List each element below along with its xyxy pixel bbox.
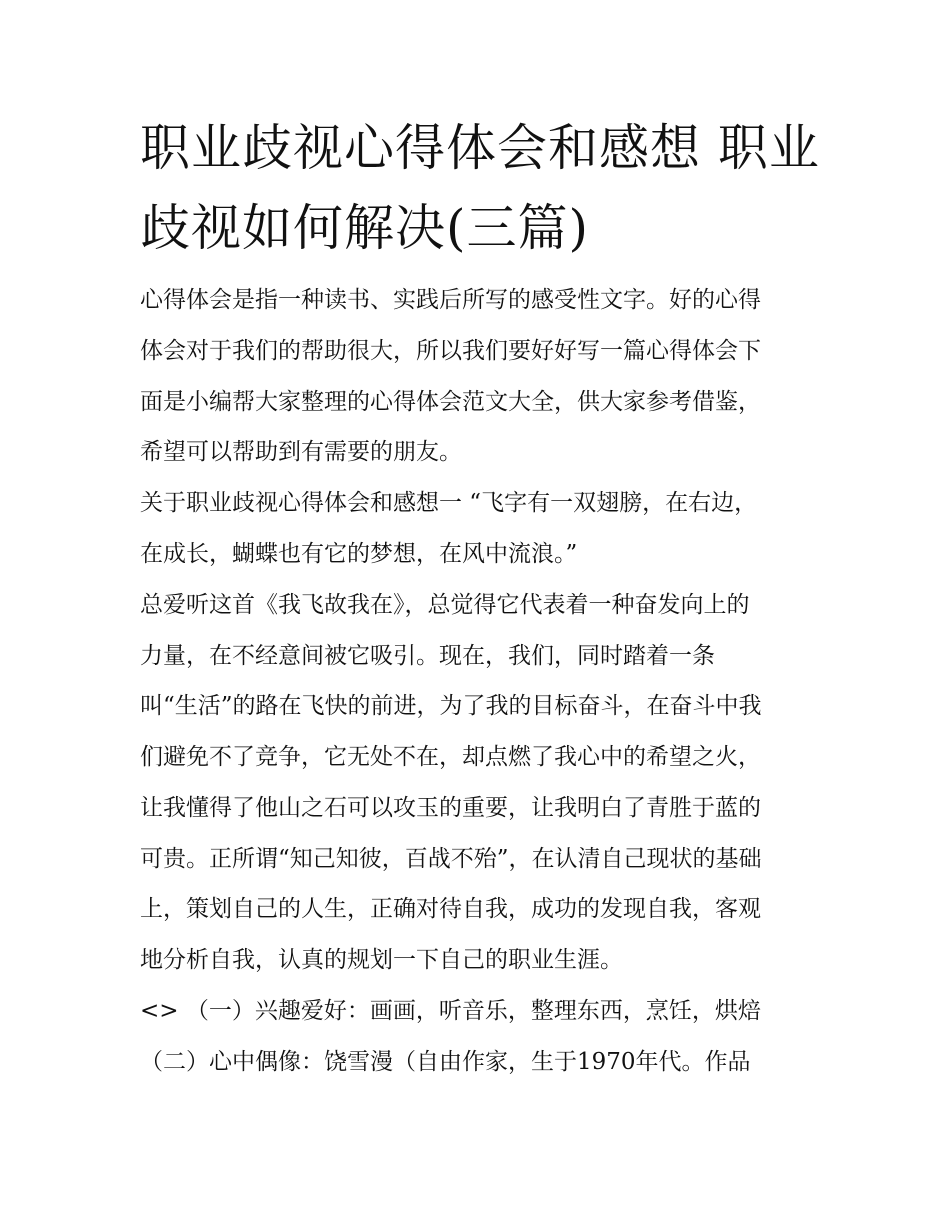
body-line-16: （二）心中偶像：饶雪漫（自由作家，生于1970年代。作品: [140, 1049, 751, 1075]
body-line-1: 心得体会是指一种读书、实践后所写的感受性文字。好的心得: [140, 287, 761, 313]
body-line-6: 在成长，蝴蝶也有它的梦想，在风中流浪。”: [140, 541, 578, 567]
body-line-15: <> （一）兴趣爱好：画画，听音乐，整理东西，烹饪，烘焙: [140, 998, 761, 1024]
body-line-7: 总爱听这首《我飞故我在》，总觉得它代表着一种奋发向上的: [140, 592, 750, 618]
body-line-13: 上，策划自己的人生，正确对待自我，成功的发现自我，客观: [140, 896, 761, 922]
document-title-line-2: 歧视如何解决(三篇): [140, 199, 590, 257]
body-line-11: 让我懂得了他山之石可以攻玉的重要，让我明白了青胜于蓝的: [140, 795, 761, 821]
body-line-2: 体会对于我们的帮助很大，所以我们要好好写一篇心得体会下: [140, 338, 761, 364]
body-line-3: 面是小编帮大家整理的心得体会范文大全，供大家参考借鉴，: [140, 389, 761, 415]
body-line-12: 可贵。正所谓“知己知彼，百战不殆”，在认清自己现状的基础: [140, 846, 762, 872]
body-line-14: 地分析自我，认真的规划一下自己的职业生涯。: [140, 947, 623, 973]
body-line-10: 们避免不了竞争，它无处不在，却点燃了我心中的希望之火，: [140, 744, 761, 770]
body-line-5: 关于职业歧视心得体会和感想一 “飞字有一双翅膀，在右边，: [140, 490, 758, 516]
body-line-4: 希望可以帮助到有需要的朋友。: [140, 439, 462, 465]
body-line-8: 力量，在不经意间被它吸引。现在，我们，同时踏着一条: [140, 643, 715, 669]
document-title-line-1: 职业歧视心得体会和感想 职业: [140, 119, 820, 177]
body-line-9: 叫“生活”的路在飞快的前进，为了我的目标奋斗，在奋斗中我: [140, 693, 762, 719]
